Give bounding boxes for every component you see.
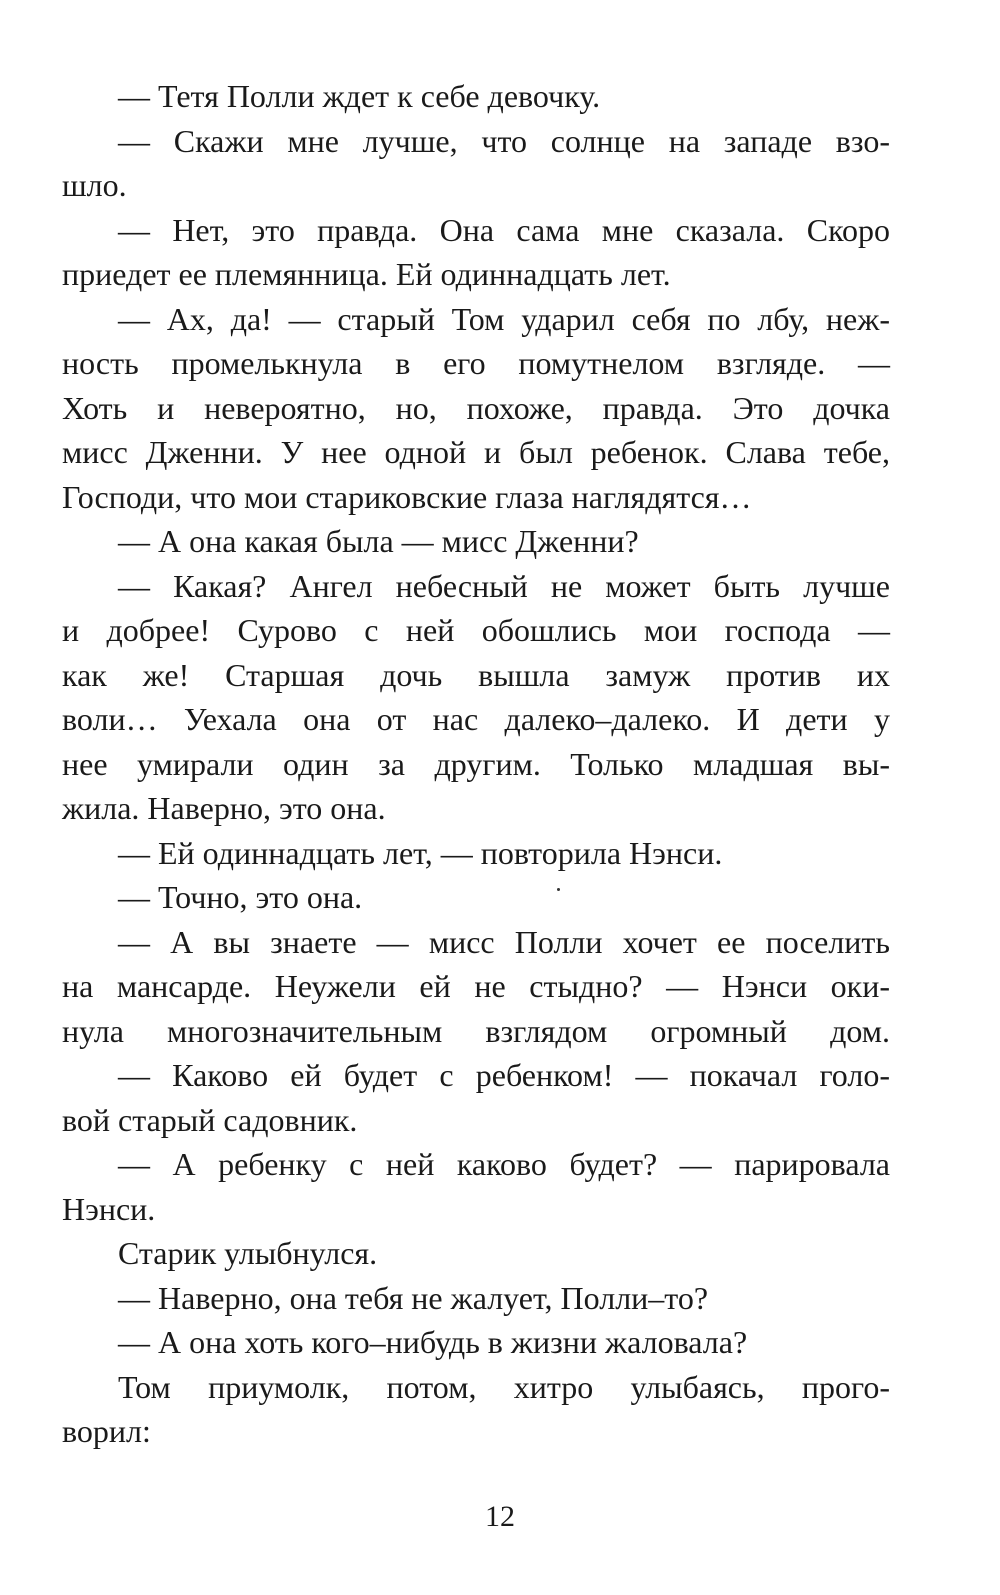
text-line: нее умирали один за другим. Только младшая вы- — [62, 745, 890, 782]
page-text — [62, 74, 890, 1454]
text-line: вой старый садовник. — [62, 1101, 358, 1138]
text-line: — А ребенку с ней каково будет? — парировала — [118, 1146, 890, 1182]
text-line: — Каково ей будет с ребенком! — покачал голо- — [118, 1057, 890, 1093]
text-line: Господи, что мои стариковские глаза наглядятся… — [62, 478, 752, 515]
text-line: ворил: — [62, 1413, 151, 1449]
text-line: на мансарде. Неужели ей не стыдно? — Нэнси оки- — [62, 968, 890, 1004]
text-line: жила. Наверно, это она. — [62, 790, 386, 826]
text-line: Том приумолк, потом, хитро улыбаясь, прого- — [118, 1368, 890, 1405]
text-line: — Тетя Полли ждет к себе девочку. — [118, 78, 601, 114]
text-line: шло. — [62, 167, 127, 203]
text-line: как же! Старшая дочь вышла замуж против их — [62, 656, 890, 693]
text-line: Старик улыбнулся. — [118, 1235, 378, 1271]
page-number: 12 — [485, 1500, 515, 1533]
print-speck — [557, 888, 560, 891]
text-line: — Ах, да! — старый Том ударил себя по лбу, неж- — [118, 300, 890, 337]
text-line: — Нет, это правда. Она сама мне сказала. Скоро — [118, 211, 890, 248]
text-line: — Ей одиннадцать лет, — повторила Нэнси. — [118, 834, 723, 871]
text-line: нула многозначительным взглядом огромный дом. — [62, 1012, 890, 1049]
text-line: — А она какая была — мисс Дженни? — [118, 523, 639, 559]
text-line: ность промелькнула в его помутнелом взгляде. — — [62, 345, 890, 381]
text-line: мисс Дженни. У нее одной и был ребенок. Слава тебе, — [62, 434, 890, 470]
text-line: Нэнси. — [62, 1190, 156, 1227]
text-line: — Скажи мне лучше, что солнце на западе взо- — [118, 122, 890, 159]
text-line: и добрее! Сурово с ней обошлись мои господа — — [62, 612, 890, 648]
text-line: — Точно, это она. — [118, 879, 363, 915]
text-line: воли… Уехала она от нас далеко–далеко. И дети у — [62, 701, 890, 737]
text-line: Хоть и невероятно, но, похоже, правда. Это дочка — [62, 389, 890, 426]
text-line: — Какая? Ангел небесный не может быть лучше — [118, 567, 890, 604]
text-line: приедет ее племянница. Ей одиннадцать лет. — [62, 256, 671, 292]
text-line: — А вы знаете — мисс Полли хочет ее поселить — [118, 923, 890, 960]
text-line: — А она хоть кого–нибудь в жизни жаловала? — [118, 1324, 748, 1360]
text-line: — Наверно, она тебя не жалует, Полли–то? — [118, 1279, 709, 1316]
